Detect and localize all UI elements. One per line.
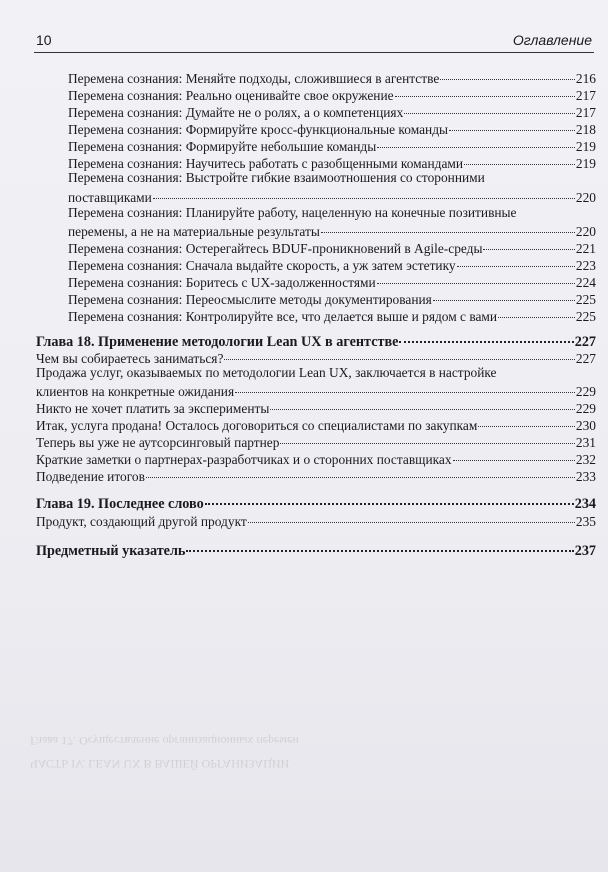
toc-section-page: 229 — [575, 401, 596, 416]
dot-leader — [395, 82, 575, 97]
dot-leader — [498, 303, 575, 318]
toc-entry-title: Перемена сознания: Думайте не о ролях, а о компетенциях — [68, 105, 404, 120]
toc-entry-title: перемены, а не на материальные результаты — [68, 224, 320, 239]
toc-section-page: 230 — [575, 418, 596, 433]
dot-leader — [270, 395, 575, 410]
toc-section-page: 227 — [575, 351, 596, 366]
toc-section-page: 233 — [575, 469, 596, 484]
page-number: 10 — [36, 32, 52, 48]
toc-entry-title: Перемена сознания: Контролируйте все, что делается выше и рядом с вами — [68, 309, 498, 324]
dot-leader — [235, 378, 575, 393]
toc-entry-title-line[interactable]: Перемена сознания: Выстройте гибкие взаимоотношения со сторонними — [68, 170, 485, 185]
toc-section-title: Краткие заметки о партнерах-разработчиках и о сторонних поставщиках — [36, 452, 452, 467]
toc-entry-page: 225 — [575, 309, 596, 324]
toc-section-page: 229 — [575, 384, 596, 399]
dot-leader — [464, 150, 575, 165]
dot-leader — [186, 536, 573, 552]
toc-entry-title: Перемена сознания: Формируйте небольшие команды — [68, 139, 377, 154]
toc-entry-page: 220 — [575, 190, 596, 205]
dot-leader — [321, 218, 575, 233]
toc-entry-page: 223 — [575, 258, 596, 273]
dot-leader — [205, 489, 574, 505]
dot-leader — [146, 463, 575, 478]
toc-entry[interactable] — [68, 187, 596, 206]
dot-leader — [433, 286, 575, 301]
toc-entry-title: поставщиками — [68, 190, 152, 205]
toc-entry-title-line[interactable]: Перемена сознания: Планируйте работу, нацеленную на конечные позитивные — [68, 205, 517, 220]
toc-entry-title: Перемена сознания: Остерегайтесь BDUF-проникновений в Agile-среды — [68, 241, 483, 256]
toc-section-title: Никто не хочет платить за эксперименты — [36, 401, 270, 416]
dot-leader — [478, 412, 575, 427]
dot-leader — [453, 446, 575, 461]
toc-entry-page: 217 — [575, 105, 596, 120]
toc-entry-page: 217 — [575, 88, 596, 103]
dot-leader — [399, 327, 573, 343]
toc-entry-title: Перемена сознания: Переосмыслите методы документирования — [68, 292, 432, 307]
toc-entry-page: 220 — [575, 224, 596, 239]
toc-section-title: клиентов на конкретные ожидания — [36, 384, 235, 399]
toc-section-title: Чем вы собираетесь заниматься? — [36, 351, 224, 366]
toc-entry-title: Перемена сознания: Меняйте подходы, сложившиеся в агентстве — [68, 71, 440, 86]
toc-entry-title: Перемена сознания: Научитесь работать с разобщенными командами — [68, 156, 464, 171]
dot-leader — [440, 65, 575, 80]
toc-chapter-page: 227 — [574, 334, 596, 350]
toc-entry-page: 216 — [575, 71, 596, 86]
toc-entry-title: Перемена сознания: Формируйте кросс-функциональные команды — [68, 122, 449, 137]
dot-leader — [153, 184, 575, 199]
toc-section-page: 232 — [575, 452, 596, 467]
toc-entry-title: Перемена сознания: Реально оценивайте свое окружение — [68, 88, 394, 103]
dot-leader — [248, 508, 575, 523]
dot-leader — [449, 116, 575, 131]
dot-leader — [280, 429, 574, 444]
toc-entry-page: 219 — [575, 156, 596, 171]
dot-leader — [404, 99, 575, 114]
toc-entry-page: 224 — [575, 275, 596, 290]
toc-index-title: Предметный указатель — [36, 543, 186, 559]
toc-section-title: Теперь вы уже не аутсорсинговый партнер — [36, 435, 280, 450]
bleed-line: Глава 17. Осуществление организационных перемен — [30, 734, 299, 748]
bleed-line: ЧАСТЬ IV. LEAN UX В ВАШЕЙ ОРГАНИЗАЦИИ — [30, 757, 290, 771]
toc-chapter-title: Глава 19. Последнее слово — [36, 496, 204, 512]
toc-section-title-line[interactable]: Продажа услуг, оказываемых по методологии Lean UX, заключается в настройке — [36, 365, 497, 380]
toc-entry-page: 225 — [575, 292, 596, 307]
toc-section-page: 235 — [575, 514, 596, 529]
toc-index-page: 237 — [574, 543, 596, 559]
toc-chapter-page: 234 — [574, 496, 596, 512]
toc-section-title: Итак, услуга продана! Осталось договориться со специалистами по закупкам — [36, 418, 478, 433]
toc-entry-title: Перемена сознания: Сначала выдайте скорость, а уж затем эстетику — [68, 258, 456, 273]
dot-leader — [224, 345, 574, 360]
toc-section[interactable] — [36, 466, 596, 485]
dot-leader — [377, 133, 575, 148]
toc-section-title: Продукт, создающий другой продукт — [36, 514, 247, 529]
toc-entry-page: 221 — [575, 241, 596, 256]
toc-entry-page: 219 — [575, 139, 596, 154]
dot-leader — [377, 269, 575, 284]
toc-index[interactable] — [36, 539, 596, 559]
toc-entry[interactable] — [68, 306, 596, 325]
toc-entry-page: 218 — [575, 122, 596, 137]
toc-section-page: 231 — [575, 435, 596, 450]
running-title: Оглавление — [512, 32, 592, 48]
toc-chapter-title: Глава 18. Применение методологии Lean UX в агентстве — [36, 334, 399, 350]
dot-leader — [457, 252, 575, 267]
toc-section-title: Подведение итогов — [36, 469, 145, 484]
dot-leader — [483, 235, 574, 250]
toc-section[interactable] — [36, 511, 596, 530]
toc-entry-title: Перемена сознания: Боритесь с UX-задолженностями — [68, 275, 376, 290]
